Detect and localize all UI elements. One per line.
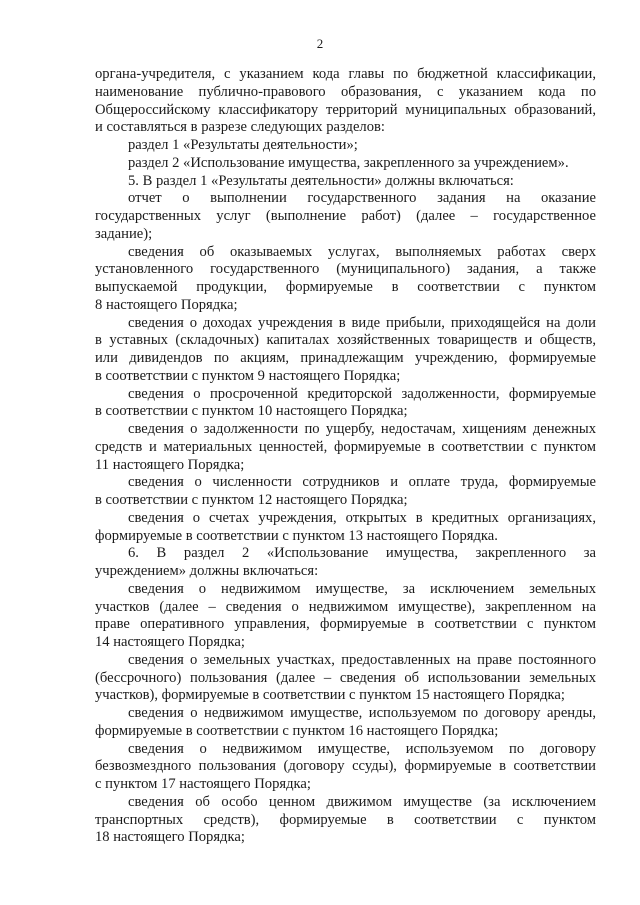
text-line: и составляться в разрезе следующих разделов: — [95, 119, 385, 136]
text-line: 5. В раздел 1 «Результаты деятельности» должны включаться: — [128, 172, 514, 189]
text-line: учреждением» должны включаться: — [95, 563, 319, 579]
text-line: сведения о недвижимом имуществе, за исключением земельных — [128, 580, 596, 597]
text-line: органа-учредителя, с указанием кода главы по бюджетной классификации, — [95, 66, 596, 82]
text-line: задание); — [95, 225, 153, 242]
text-line: отчет о выполнении государственного задания на оказание — [128, 190, 596, 207]
text-line: сведения об особо ценном движимом имуществе (за исключением — [128, 793, 596, 810]
text-line: транспортных средств), формируемые в соответствии с пунктом — [95, 811, 596, 828]
text-line: 11 настоящего Порядка; — [95, 456, 245, 473]
text-line: праве оперативного управления, формируемые в соответствии с пунктом — [95, 616, 596, 633]
text-line: в уставных (складочных) капиталах хозяйственных товариществ и обществ, — [95, 332, 596, 349]
text-line: участков (далее – сведения о недвижимом имуществе), закрепленном на — [95, 598, 596, 615]
text-line: сведения о задолженности по ущербу, недостачам, хищениям денежных — [128, 421, 596, 437]
text-line: в соответствии с пунктом 10 настоящего Порядка; — [95, 403, 408, 420]
text-line: 14 настоящего Порядка; — [95, 634, 245, 650]
text-line: формируемые в соответствии с пунктом 13 настоящего Порядка. — [95, 527, 498, 544]
text-line: сведения о недвижимом имуществе, используемом по договору — [128, 740, 596, 757]
text-line: формируемые в соответствии с пунктом 16 настоящего Порядка; — [95, 722, 499, 739]
text-line: раздел 1 «Результаты деятельности»; — [128, 137, 358, 153]
text-line: сведения о земельных участках, предоставленных на праве постоянного — [128, 651, 596, 668]
text-line: выпускаемой продукции, формируемые в соответствии с пунктом — [95, 279, 596, 295]
text-line: сведения об оказываемых услугах, выполняемых работах сверх — [128, 243, 596, 260]
page-number: 2 — [316, 36, 324, 51]
text-line: установленного государственного (муниципального) задания, а также — [95, 261, 596, 278]
text-line: сведения о счетах учреждения, открытых в кредитных организациях, — [128, 509, 596, 526]
text-line: или дивидендов по акциям, принадлежащим учреждению, формируемые — [95, 350, 596, 366]
text-line: 18 настоящего Порядка; — [95, 829, 245, 846]
text-line: участков), формируемые в соответствии с пунктом 15 настоящего Порядка; — [95, 687, 565, 704]
text-line: в соответствии с пунктом 12 настоящего Порядка; — [95, 492, 408, 508]
text-line: Общероссийскому классификатору территорий муниципальных образований, — [95, 101, 596, 118]
text-line: сведения о просроченной кредиторской задолженности, формируемые — [128, 385, 596, 402]
text-line: в соответствии с пунктом 9 настоящего Порядка; — [95, 367, 401, 384]
text-line: 8 настоящего Порядка; — [95, 296, 238, 313]
text-line: безвозмездного пользования (договору ссуды), формируемые в соответствии — [95, 758, 596, 775]
text-line: (бессрочного) пользования (далее – сведения об использовании земельных — [95, 669, 596, 686]
text-line: государственных услуг (выполнение работ) (далее – государственное — [95, 208, 596, 224]
text-line: сведения о численности сотрудников и оплате труда, формируемые — [128, 474, 596, 491]
text-line: с пунктом 17 настоящего Порядка; — [95, 776, 311, 792]
text-line: 6. В раздел 2 «Использование имущества, закрепленного за — [128, 545, 596, 562]
text-line: сведения о доходах учреждения в виде прибыли, приходящейся на доли — [128, 314, 596, 331]
text-line: наименование публично-правового образования, с указанием кода по — [95, 83, 596, 100]
document-body — [95, 66, 596, 847]
text-line: раздел 2 «Использование имущества, закрепленного за учреждением». — [128, 154, 569, 171]
text-line: сведения о недвижимом имуществе, используемом по договору аренды, — [128, 705, 596, 721]
text-line: средств и материальных ценностей, формируемые в соответствии с пунктом — [95, 438, 596, 455]
